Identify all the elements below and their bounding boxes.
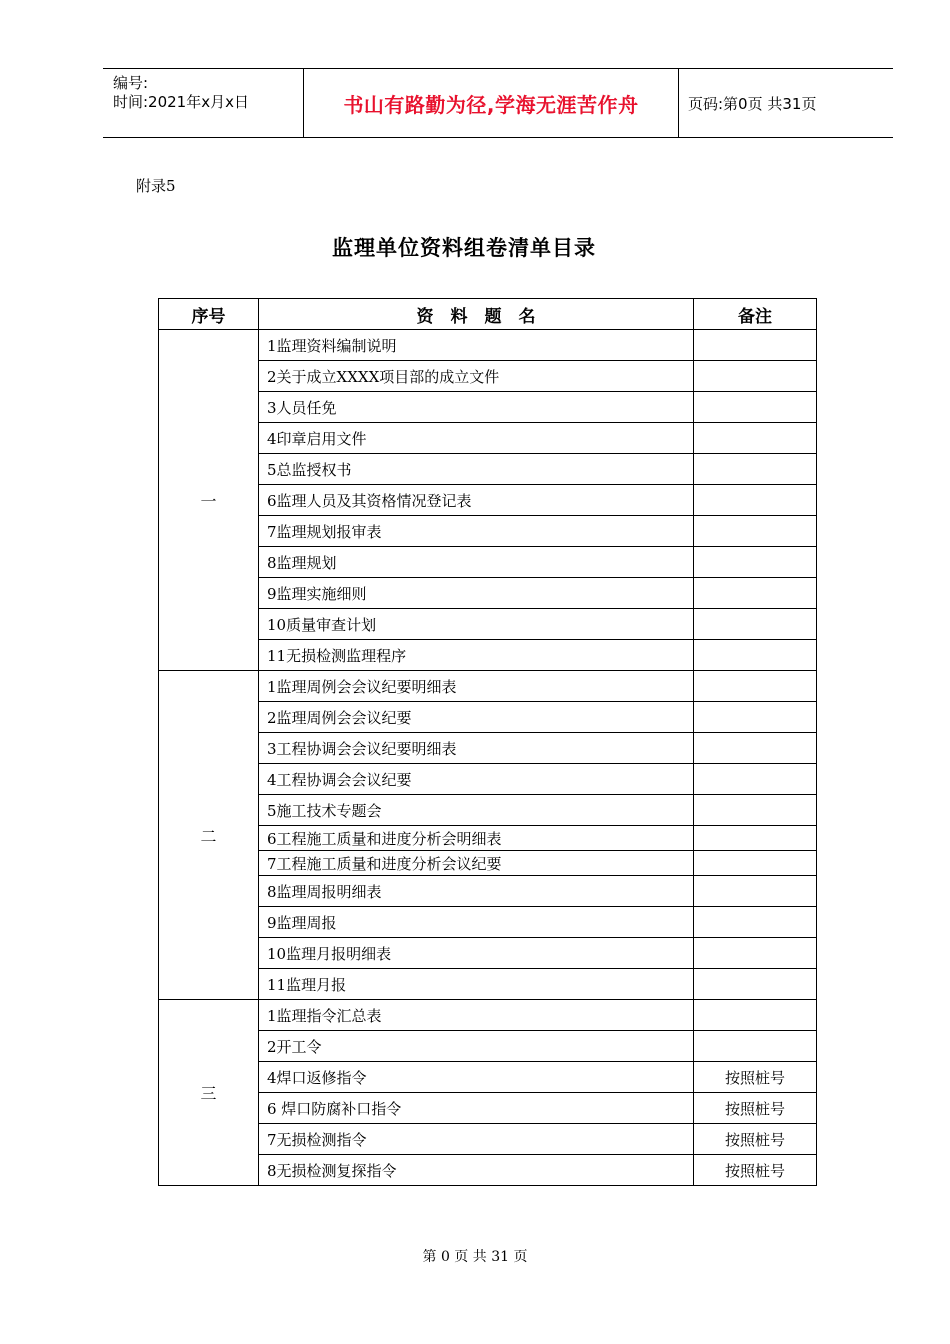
header-motto-cell: [304, 69, 679, 137]
column-header-remark: 备注: [694, 299, 817, 330]
group-label: 二: [159, 671, 259, 1000]
page-footer: 第 0 页 共 31 页: [422, 1249, 528, 1265]
item-title: 1监理指令汇总表: [259, 1000, 694, 1031]
item-remark: [694, 578, 817, 609]
item-title: 3工程协调会会议纪要明细表: [259, 733, 694, 764]
item-title: 8监理规划: [259, 547, 694, 578]
item-remark: [694, 764, 817, 795]
catalog-table: [158, 298, 817, 1186]
item-remark: [694, 392, 817, 423]
item-title: 6 焊口防腐补口指令: [259, 1093, 694, 1124]
item-remark: [694, 969, 817, 1000]
item-remark: [694, 851, 817, 876]
item-remark: [694, 640, 817, 671]
item-remark: [694, 733, 817, 764]
item-remark: 按照桩号: [694, 1155, 817, 1186]
item-title: 9监理实施细则: [259, 578, 694, 609]
item-title: 5施工技术专题会: [259, 795, 694, 826]
page-title: 监理单位资料组卷清单目录: [332, 236, 596, 260]
column-header-title: 资 料 题 名: [259, 299, 694, 330]
item-remark: [694, 702, 817, 733]
item-title: 5总监授权书: [259, 454, 694, 485]
item-title: 7无损检测指令: [259, 1124, 694, 1155]
item-title: 7工程施工质量和进度分析会议纪要: [259, 851, 694, 876]
group-label: 一: [159, 330, 259, 671]
item-remark: [694, 1000, 817, 1031]
item-remark: [694, 516, 817, 547]
item-remark: [694, 826, 817, 851]
item-remark: [694, 609, 817, 640]
table-row: [159, 330, 817, 361]
item-remark: 按照桩号: [694, 1062, 817, 1093]
item-title: 11无损检测监理程序: [259, 640, 694, 671]
table-body: [159, 330, 817, 1186]
item-title: 1监理资料编制说明: [259, 330, 694, 361]
item-title: 6监理人员及其资格情况登记表: [259, 485, 694, 516]
item-title: 10质量审查计划: [259, 609, 694, 640]
item-title: 8监理周报明细表: [259, 876, 694, 907]
item-remark: [694, 454, 817, 485]
header-motto: 书山有路勤为径,学海无涯苦作舟: [343, 92, 639, 117]
item-remark: [694, 907, 817, 938]
item-remark: 按照桩号: [694, 1093, 817, 1124]
item-title: 4印章启用文件: [259, 423, 694, 454]
table-header-row: [159, 299, 817, 330]
header-page-number: 页码:第0页 共31页: [688, 94, 817, 113]
item-remark: [694, 938, 817, 969]
item-title: 7监理规划报审表: [259, 516, 694, 547]
item-title: 8无损检测复探指令: [259, 1155, 694, 1186]
item-title: 4工程协调会会议纪要: [259, 764, 694, 795]
group-label: 三: [159, 1000, 259, 1186]
item-title: 3人员任免: [259, 392, 694, 423]
item-remark: 按照桩号: [694, 1124, 817, 1155]
item-remark: [694, 671, 817, 702]
header-meta-cell: [103, 69, 304, 137]
header-page-cell: [688, 69, 893, 137]
item-remark: [694, 876, 817, 907]
item-title: 6工程施工质量和进度分析会明细表: [259, 826, 694, 851]
appendix-label: 附录5: [136, 177, 176, 195]
document-code-label: 编号:: [113, 74, 149, 92]
item-title: 10监理月报明细表: [259, 938, 694, 969]
item-remark: [694, 330, 817, 361]
table-row: [159, 671, 817, 702]
item-title: 11监理月报: [259, 969, 694, 1000]
item-remark: [694, 1031, 817, 1062]
item-title: 1监理周例会会议纪要明细表: [259, 671, 694, 702]
item-remark: [694, 547, 817, 578]
item-title: 2开工令: [259, 1031, 694, 1062]
item-title: 9监理周报: [259, 907, 694, 938]
item-title: 2关于成立XXXX项目部的成立文件: [259, 361, 694, 392]
item-remark: [694, 795, 817, 826]
table-row: [159, 1000, 817, 1031]
item-remark: [694, 485, 817, 516]
item-title: 2监理周例会会议纪要: [259, 702, 694, 733]
document-time-label: 时间:2021年x月x日: [113, 93, 249, 111]
page-header: [103, 68, 893, 138]
item-remark: [694, 423, 817, 454]
item-title: 4焊口返修指令: [259, 1062, 694, 1093]
column-header-index: 序号: [159, 299, 259, 330]
item-remark: [694, 361, 817, 392]
